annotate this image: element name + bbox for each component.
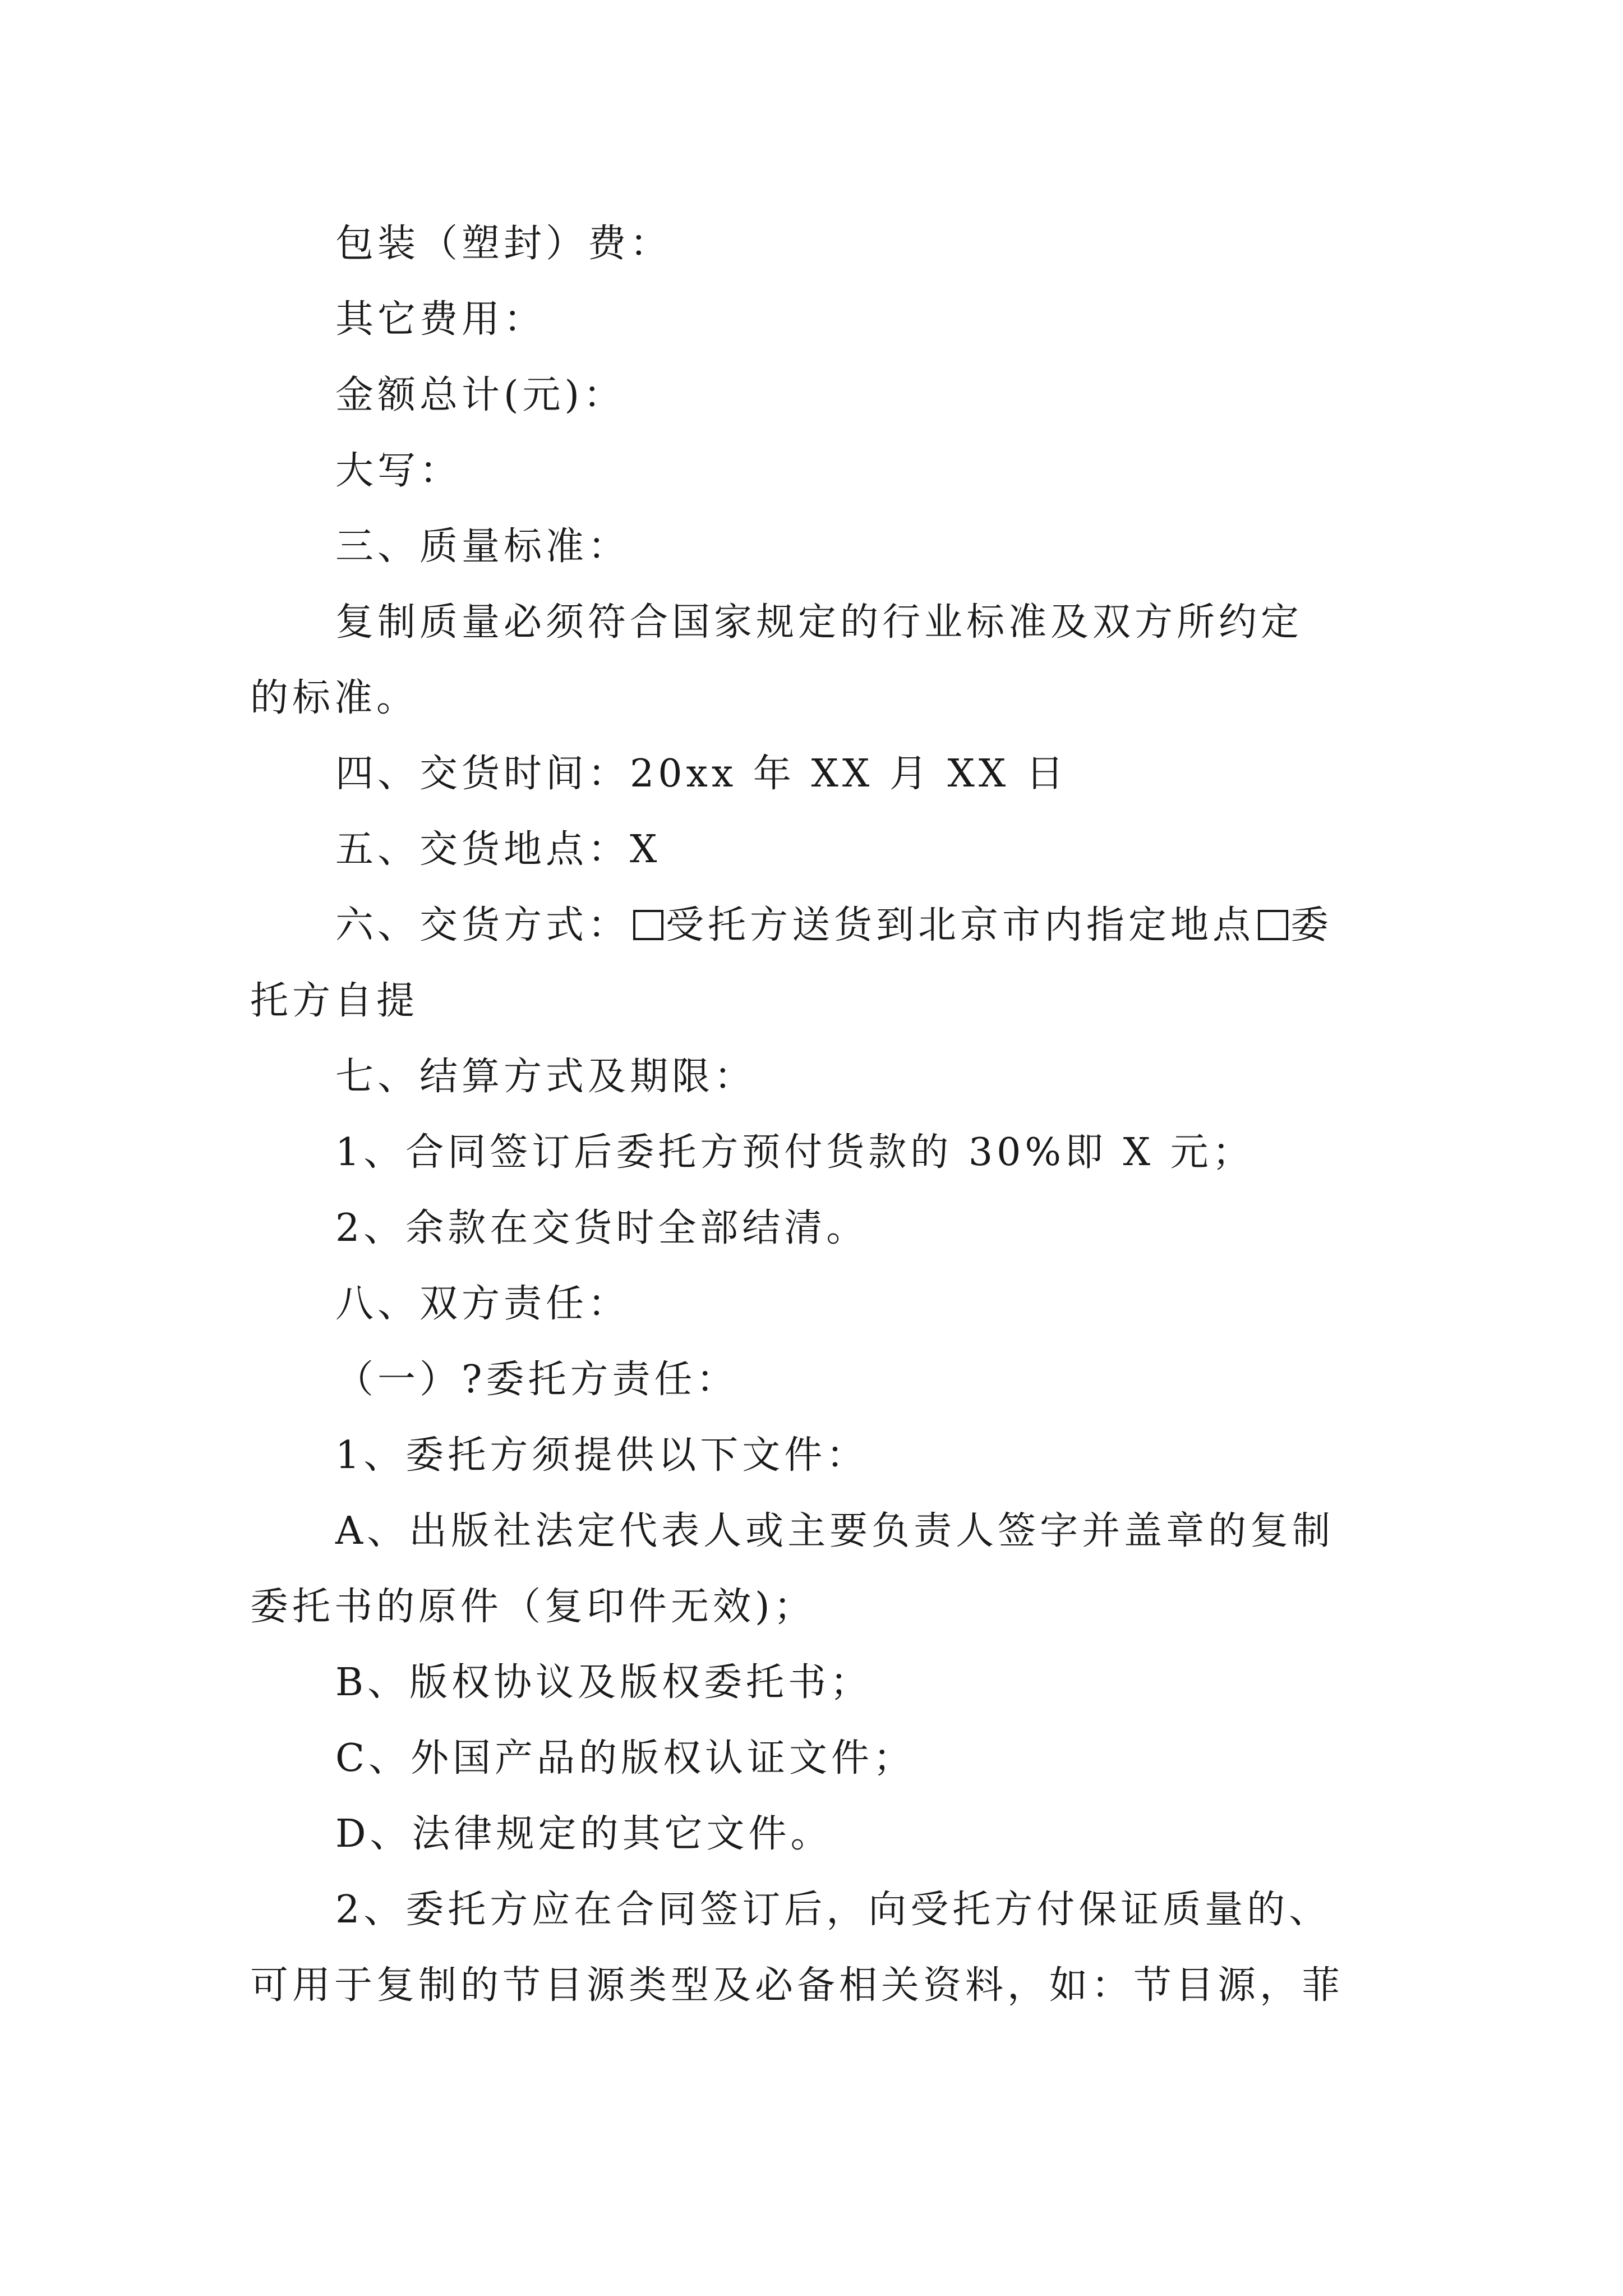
client-item-c: C、外国产品的版权认证文件； [335,1736,916,1780]
delivery-place-line: 五、交货地点：X [335,827,661,872]
delivery-option-1-label: 受托方送货到北京市内指定地点 [666,903,1255,947]
section-quality-heading: 三、质量标准： [335,524,630,569]
checkbox-icon[interactable] [1258,910,1288,940]
quality-text-line-1: 复制质量必须符合国家规定的行业标准及双方所约定 [335,600,1303,645]
settlement-item-2: 2、余款在交货时全部结清。 [335,1206,869,1250]
section-responsibilities-heading: 八、双方责任： [335,1282,630,1326]
client-responsibilities-heading: （一）?委托方责任： [335,1358,739,1402]
quality-text-line-2: 的标准。 [250,676,419,720]
client-item-2-line-1: 2、委托方应在合同签订后，向受托方付保证质量的、 [335,1888,1331,1932]
delivery-option-2-label: 委 [1290,903,1333,947]
client-item-b: B、版权协议及版权委托书； [335,1660,872,1705]
delivery-method-label: 六、交货方式： [335,903,630,947]
client-item-d: D、法律规定的其它文件。 [335,1812,833,1856]
client-item-2-line-2: 可用于复制的节目源类型及必备相关资料，如：节目源，菲 [250,1963,1344,2008]
section-settlement-heading: 七、结算方式及期限： [335,1055,757,1099]
settlement-item-1: 1、合同签订后委托方预付货款的 30%即 X 元； [335,1130,1255,1175]
client-item-a-line-2: 委托书的原件（复印件无效)； [250,1585,816,1629]
amount-in-words-line: 大写： [335,449,462,493]
checkbox-icon[interactable] [633,910,663,940]
client-item-a-line-1: A、出版社法定代表人或主要负责人签字并盖章的复制 [335,1509,1335,1553]
client-item-1: 1、委托方须提供以下文件： [335,1433,869,1478]
total-amount-line: 金额总计(元)： [335,373,626,417]
delivery-time-line: 四、交货时间：20xx 年 XX 月 XX 日 [335,752,1068,796]
delivery-method-line-2: 托方自提 [250,979,419,1023]
delivery-method-line-1 [335,900,1332,951]
packaging-fee-line: 包装（塑封）费： [335,222,672,266]
other-fees-line: 其它费用： [335,297,546,342]
